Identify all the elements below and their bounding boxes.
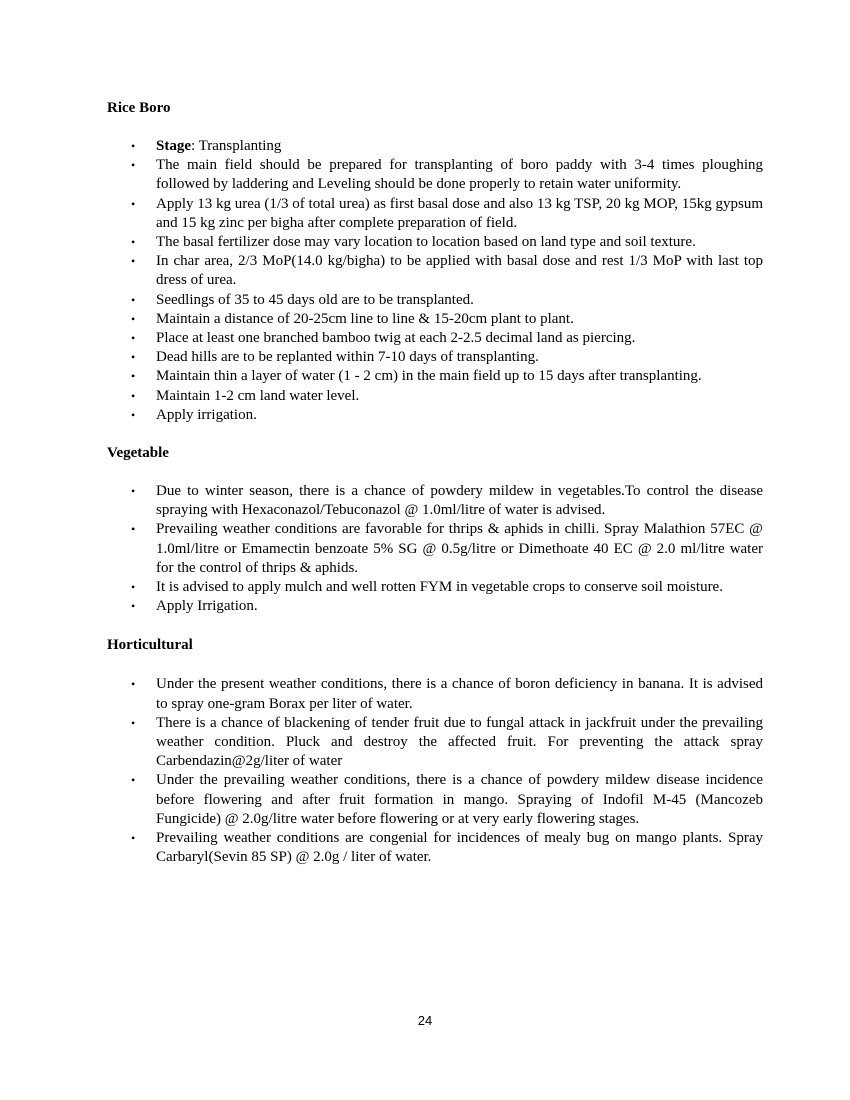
vegetable-list	[107, 482, 763, 616]
bullet-icon: •	[131, 580, 136, 595]
list-item-text: Maintain thin a layer of water (1 - 2 cm) in the main field up to 15 days after transplanting.	[156, 368, 702, 385]
bullet-icon: •	[131, 677, 136, 692]
list-item-text: Due to winter season, there is a chance of powdery mildew in vegetables.To control the disease spraying with Hexaconazol/Tebuconazol @ 1.0ml/litre of water is advised.	[156, 483, 763, 519]
list-item-text: Maintain a distance of 20-25cm line to line & 15-20cm plant to plant.	[156, 310, 574, 327]
list-item-text: The main field should be prepared for transplanting of boro paddy with 3-4 times ploughing followed by laddering and Leveling should be done properly to retain water uniformity.	[156, 157, 763, 193]
list-item-text: The basal fertilizer dose may vary location to location based on land type and soil texture.	[156, 234, 696, 251]
list-item	[107, 829, 763, 867]
section-title-horticultural: Horticultural	[107, 637, 193, 654]
list-item	[107, 137, 763, 156]
list-item	[107, 406, 763, 425]
horticultural-list	[107, 675, 763, 867]
bullet-icon: •	[131, 235, 136, 250]
list-item-text: Apply Irrigation.	[156, 598, 258, 615]
bullet-icon: •	[131, 254, 136, 269]
list-item	[107, 367, 763, 386]
list-item	[107, 482, 763, 520]
list-item-text: Seedlings of 35 to 45 days old are to be transplanted.	[156, 291, 474, 308]
list-item-text: In char area, 2/3 MoP(14.0 kg/bigha) to be applied with basal dose and rest 1/3 MoP with last top dress of urea.	[156, 253, 763, 289]
bullet-icon: •	[131, 158, 136, 173]
list-item	[107, 578, 763, 597]
list-item-text: Under the present weather conditions, there is a chance of boron deficiency in banana. It is advised to spray one-gram Borax per liter of water.	[156, 676, 763, 712]
list-item-text: Place at least one branched bamboo twig at each 2-2.5 decimal land as piercing.	[156, 330, 636, 347]
bullet-icon: •	[131, 388, 136, 403]
list-item	[107, 310, 763, 329]
bullet-icon: •	[131, 773, 136, 788]
list-item	[107, 291, 763, 310]
stage-label: Stage	[156, 138, 191, 154]
list-item	[107, 156, 763, 194]
list-item-text: Prevailing weather conditions are favorable for thrips & aphids in chilli. Spray Malathion 57EC @ 1.0ml/litre or Emamectin benzoate 5% SG @ 0.5g/litre or Dimethoate 40 EC @ 2.0 ml/litre water for the control of thrips & aphids.	[156, 521, 763, 576]
bullet-icon: •	[131, 350, 136, 365]
bullet-icon: •	[131, 139, 136, 153]
section-title-vegetable: Vegetable	[107, 445, 169, 462]
bullet-icon: •	[131, 311, 136, 326]
list-item	[107, 714, 763, 772]
list-item	[107, 252, 763, 290]
list-item-text: Under the prevailing weather conditions, there is a chance of powdery mildew disease incidence before flowering and after fruit formation in mango. Spraying of Indofil M-45 (Mancozeb Fungicide) @ 2.0g/litre water before flowering or at very early flowering stages.	[156, 772, 763, 827]
list-item	[107, 520, 763, 578]
page-number: 24	[417, 1013, 433, 1028]
list-item-text: Prevailing weather conditions are congenial for incidences of mealy bug on mango plants. Spray Carbaryl(Sevin 85 SP) @ 2.0g / liter of water.	[156, 830, 763, 866]
bullet-icon: •	[131, 407, 136, 422]
list-item	[107, 597, 763, 616]
list-item	[107, 387, 763, 406]
list-item-text: There is a chance of blackening of tender fruit due to fungal attack in jackfruit under the prevailing weather condition. Pluck and destroy the affected fruit. For preventing the attack spray Carbendazin@2g/liter of water	[156, 714, 763, 770]
bullet-icon: •	[131, 522, 136, 537]
list-item-text: Dead hills are to be replanted within 7-10 days of transplanting.	[156, 349, 539, 366]
bullet-icon: •	[131, 715, 136, 730]
list-item	[107, 329, 763, 348]
list-item	[107, 348, 763, 367]
list-item-text: Apply 13 kg urea (1/3 of total urea) as first basal dose and also 13 kg TSP, 20 kg MOP, 15kg gypsum and 15 kg zinc per bigha after complete preparation of field.	[156, 195, 763, 231]
bullet-icon: •	[131, 331, 136, 346]
bullet-icon: •	[131, 484, 136, 499]
bullet-icon: •	[131, 292, 136, 307]
list-item-text: Apply irrigation.	[156, 406, 257, 423]
document-page	[107, 99, 763, 868]
section-title-rice-boro: Rice Boro	[107, 100, 171, 116]
list-item-text: Maintain 1-2 cm land water level.	[156, 387, 360, 404]
stage-value: : Transplanting	[191, 138, 282, 154]
bullet-icon: •	[131, 196, 136, 211]
list-item-text: It is advised to apply mulch and well rotten FYM in vegetable crops to conserve soil moisture.	[156, 579, 723, 596]
list-item	[107, 233, 763, 252]
bullet-icon: •	[131, 599, 136, 614]
bullet-icon: •	[131, 369, 136, 384]
rice-boro-list	[107, 137, 763, 425]
list-item	[107, 771, 763, 829]
list-item	[107, 195, 763, 233]
list-item	[107, 675, 763, 713]
bullet-icon: •	[131, 831, 136, 846]
